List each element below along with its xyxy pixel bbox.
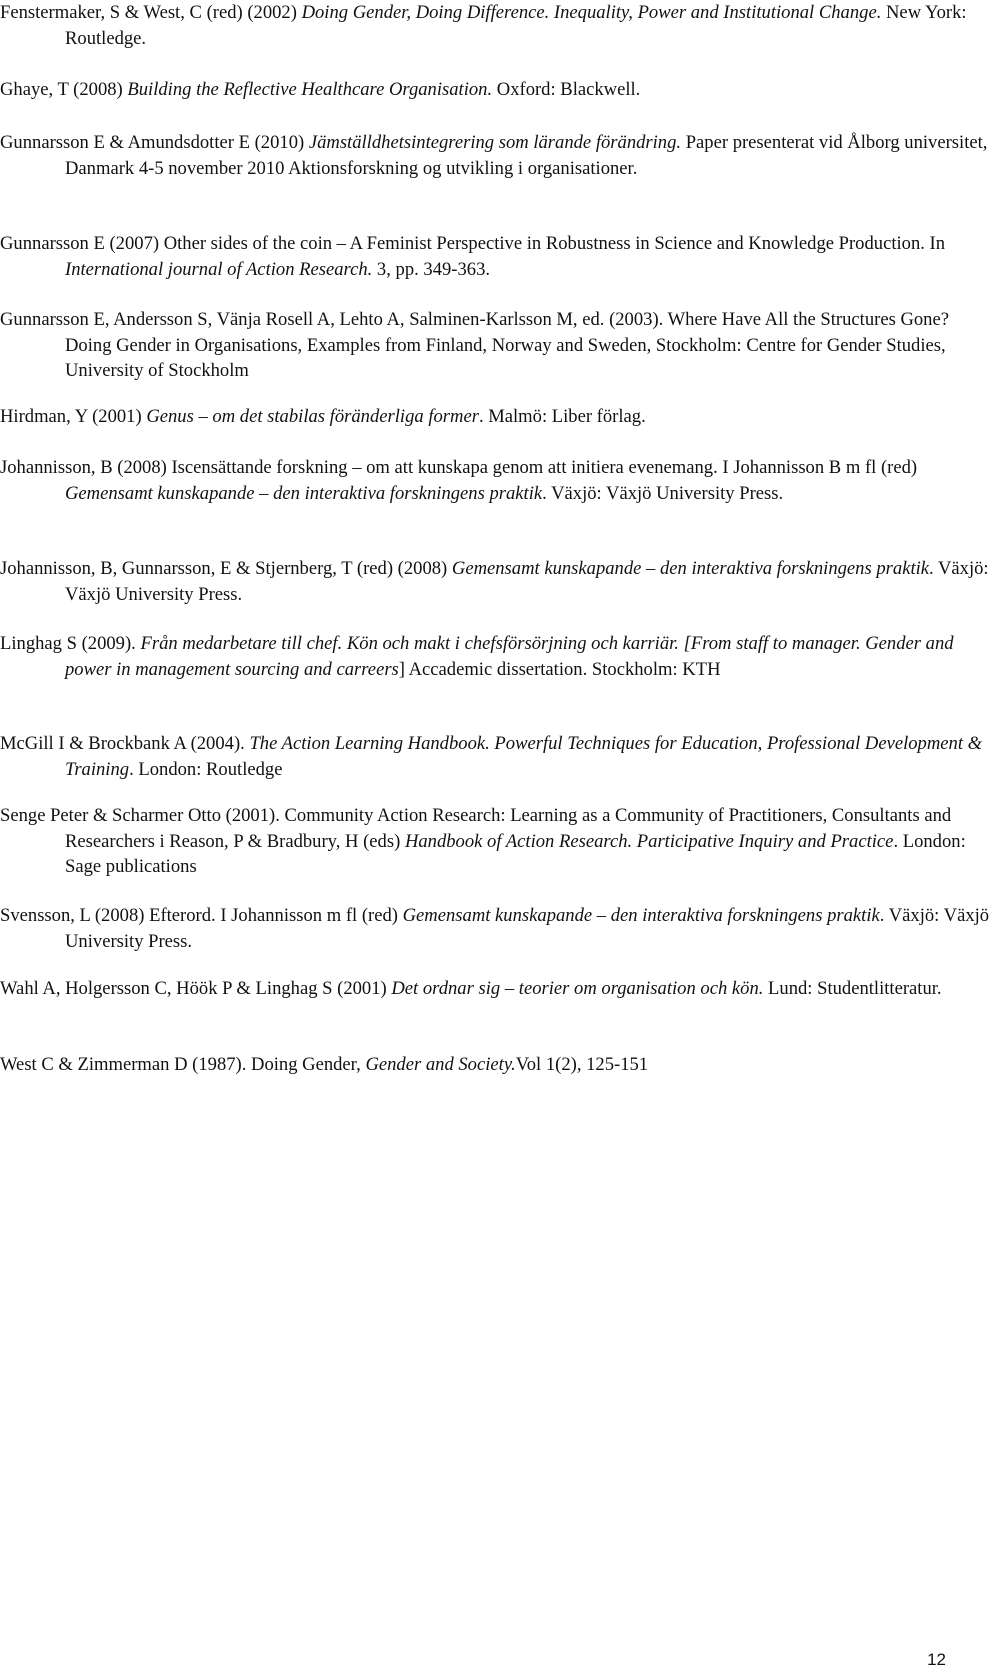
reference-text: New York: Routledge. — [65, 2, 967, 49]
reference-text: Oxford: Blackwell. — [492, 79, 641, 100]
reference-entry — [0, 307, 1000, 384]
reference-entry — [0, 1052, 1000, 1078]
reference-text: Ghaye, T (2008) — [0, 79, 128, 100]
reference-text: Johannisson, B (2008) Iscensättande forskning – om att kunskapa genom att initiera evenemang. I Johannisson B m fl (red) — [0, 457, 918, 478]
reference-text: Johannisson, B, Gunnarsson, E & Stjernberg, T (red) (2008) — [0, 558, 452, 579]
reference-title-italic: Handbook of Action Research. Participative Inquiry and Practice — [404, 830, 894, 852]
reference-text: ] Accademic dissertation. Stockholm: KTH — [398, 658, 721, 680]
reference-entry — [0, 455, 1000, 506]
reference-title-italic: Det ordnar sig – teorier om organisation och kön. — [391, 978, 764, 999]
reference-title-italic: Från medarbetare till chef. Kön och makt i chefsförsörjning och karriär. [From staff to manager. Gender and power in management sourcing and carreers — [65, 633, 954, 680]
reference-text: Vol 1(2), 125-151 — [515, 1054, 649, 1075]
reference-entry — [0, 976, 1000, 1002]
reference-title-italic: International journal of Action Research. — [65, 258, 373, 280]
reference-entry — [0, 77, 1000, 103]
reference-text: . Växjö: Växjö University Press. — [65, 558, 989, 605]
reference-title-italic: Building the Reflective Healthcare Organisation. — [127, 79, 493, 100]
reference-title-italic: Gemensamt kunskapande – den interaktiva forskningens praktik — [402, 905, 880, 926]
reference-text: . Växjö: Växjö University Press. — [65, 905, 990, 952]
reference-entry — [0, 0, 1000, 51]
reference-entry — [0, 903, 1000, 954]
reference-text: . Växjö: Växjö University Press. — [542, 482, 784, 504]
reference-text: McGill I & Brockbank A (2004). — [0, 733, 250, 754]
reference-text: 3, pp. 349-363. — [372, 258, 491, 280]
reference-entry — [0, 556, 1000, 607]
reference-text: Hirdman, Y (2001) — [0, 406, 147, 427]
reference-entry — [0, 631, 1000, 682]
reference-title-italic: Genus – om det stabilas föränderliga former — [146, 406, 479, 427]
page-number: 12 — [927, 1650, 946, 1669]
reference-text: Linghag S (2009). — [0, 633, 141, 654]
reference-text: Lund: Studentlitteratur. — [763, 978, 942, 999]
reference-entry — [0, 803, 1000, 880]
reference-text: Gunnarsson E, Andersson S, Vänja Rosell A, Lehto A, Salminen-Karlsson M, ed. (2003). Where Have All the Structures Gone? Doing Gender in Organisations, Examples from Finland, Norway and Sweden, Stockholm: Centre for Gender Studies, University of Stockholm — [0, 309, 949, 381]
reference-text: Fenstermaker, S & West, C (red) (2002) — [0, 2, 302, 23]
reference-title-italic: Gender and Society. — [365, 1054, 516, 1075]
reference-text: . Malmö: Liber förlag. — [478, 406, 646, 427]
reference-text: West C & Zimmerman D (1987). Doing Gender, — [0, 1054, 366, 1075]
reference-title-italic: The Action Learning Handbook. Powerful Techniques for Education, Professional Development & Training — [65, 733, 983, 780]
reference-text: Wahl A, Holgersson C, Höök P & Linghag S (2001) — [0, 978, 392, 999]
reference-text: Gunnarsson E (2007) Other sides of the coin – A Feminist Perspective in Robustness in Science and Knowledge Production. In — [0, 233, 946, 254]
reference-entry — [0, 130, 1000, 181]
reference-entry — [0, 404, 1000, 430]
reference-entry — [0, 231, 1000, 282]
reference-text: Gunnarsson E & Amundsdotter E (2010) — [0, 132, 309, 153]
reference-title-italic: Jämställdhetsintegrering som lärande förändring. — [308, 132, 682, 153]
reference-title-italic: Gemensamt kunskapande – den interaktiva forskningens praktik — [65, 482, 543, 504]
reference-entry — [0, 731, 1000, 782]
reference-text: . London: Sage publications — [65, 830, 966, 877]
reference-text: Paper presenterat vid Ålborg universitet, Danmark 4-5 november 2010 Aktionsforskning og utvikling i organisationer. — [65, 132, 988, 179]
reference-text: . London: Routledge — [129, 758, 283, 780]
reference-text: Svensson, L (2008) Efterord. I Johannisson m fl (red) — [0, 905, 403, 926]
reference-title-italic: Gemensamt kunskapande – den interaktiva forskningens praktik — [451, 558, 930, 579]
reference-text: Senge Peter & Scharmer Otto (2001). Community Action Research: Learning as a Community of Practitioners, Consultants and Researchers i Reason, P & Bradbury, H (eds) — [0, 805, 952, 852]
reference-title-italic: Doing Gender, Doing Difference. Inequality, Power and Institutional Change. — [301, 2, 882, 23]
